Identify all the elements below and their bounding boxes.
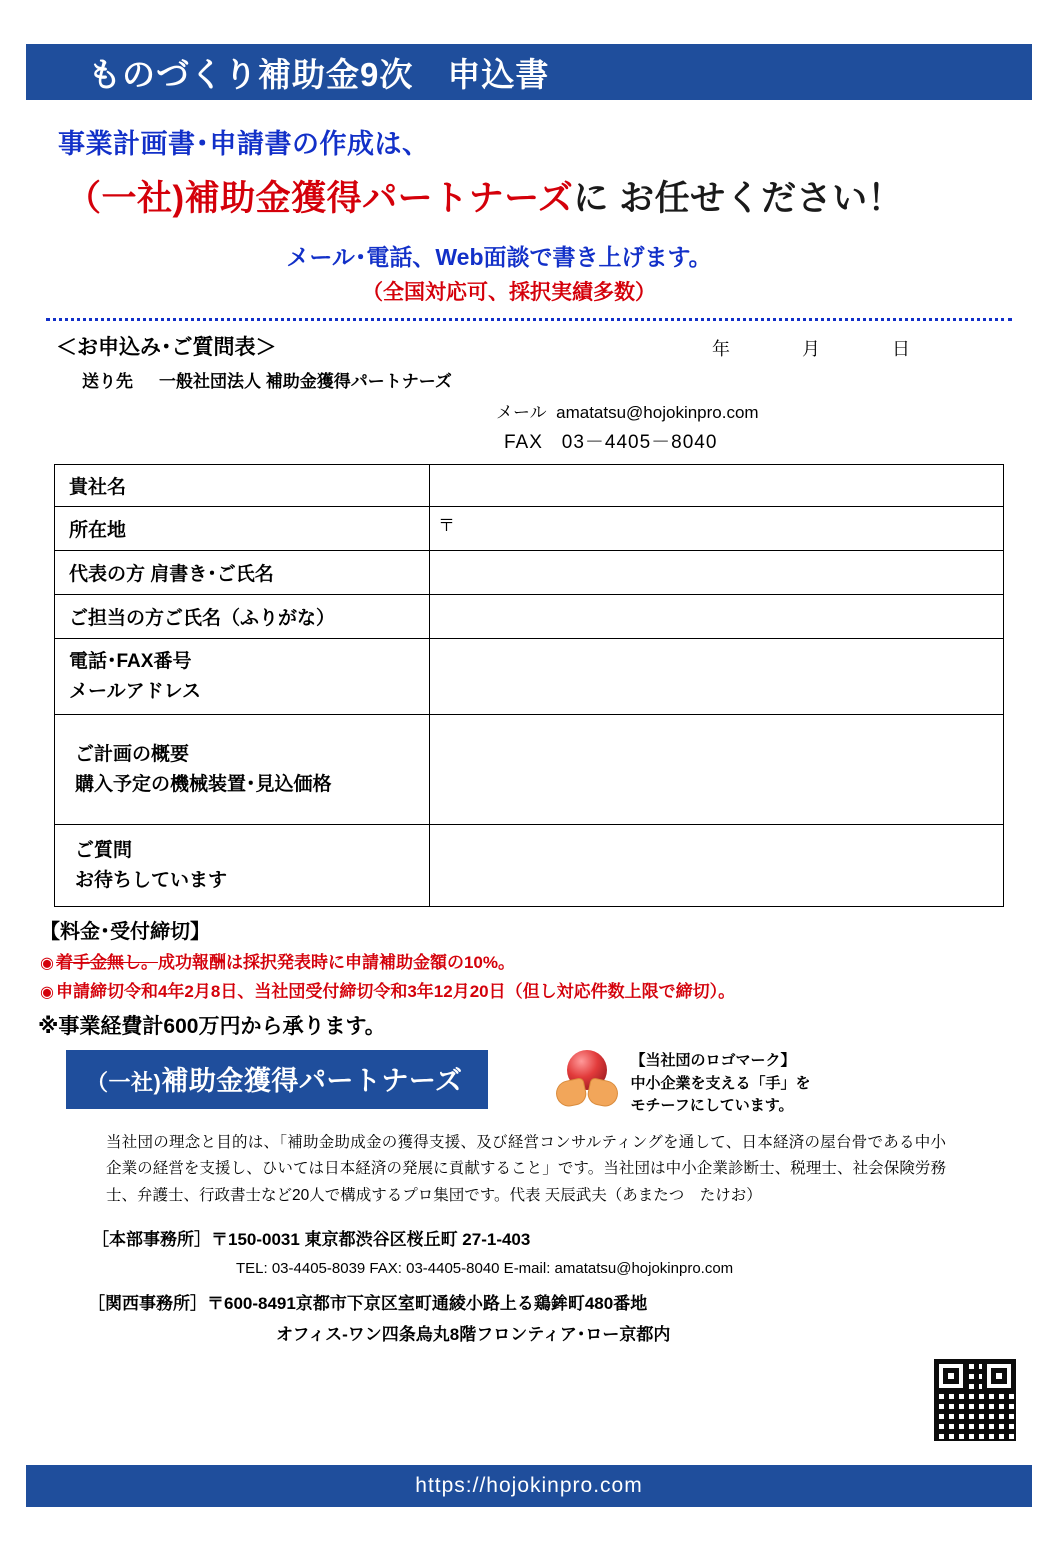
logo-caption	[630, 1050, 810, 1118]
logo-caption-line1: 中小企業を支える「手」を	[630, 1074, 811, 1092]
row-input-representative[interactable]	[430, 551, 1004, 595]
lead-line-1: 事業計画書･申請書の作成は、	[58, 129, 430, 159]
title-banner	[26, 44, 1032, 100]
terms-note: ※事業経費計600万円から承ります。	[38, 1015, 386, 1038]
row-label-contact-person: ご担当の方ご氏名（ふりがな）	[55, 595, 430, 639]
row-label-plan-outline	[55, 715, 430, 825]
lead-line-2-black: に お任せください！	[573, 179, 904, 218]
table-row	[55, 825, 1004, 907]
row-label-phone-fax: 電話･FAX番号	[69, 651, 192, 673]
terms-bullet-2-text: 申請締切令和4年2月8日、当社団受付締切令和3年12月20日（但し対応件数上限で締切）。	[55, 982, 736, 1001]
logo-mark-block	[556, 1050, 810, 1118]
kansai-office-address-line2: オフィス-ワン四条烏丸8階フロンティア･ロー京都内	[276, 1325, 671, 1345]
website-url[interactable]: https://hojokinpro.com	[415, 1474, 643, 1497]
mail-value: amatatsu@hojokinpro.com	[556, 403, 759, 422]
philosophy-paragraph: 当社団の理念と目的は、「補助金助成金の獲得支援、及び経営コンサルティングを通して、日本経済の屋台骨である中小企業の経営を支援し、ひいては日本経済の発展に貢献すること」です。当社団は中小企業診断士、税理士、社会保険労務士、弁護士、行政書士など20人で構成するプロ集団です。代表 天辰武夫（あまたつ たけお）	[106, 1133, 946, 1204]
table-row	[55, 639, 1004, 715]
send-to-label: 送り先	[82, 372, 133, 391]
row-input-phone-fax-email[interactable]	[430, 639, 1004, 715]
row-label-equipment-price: 購入予定の機械装置･見込価格	[75, 773, 332, 795]
org-badge-prefix: （一社)	[86, 1070, 162, 1095]
bullet-icon: ◉	[40, 984, 54, 1001]
terms-bullet-1-rest: 成功報酬は採択発表時に申請補助金額の10%。	[157, 953, 515, 972]
row-label-waiting: お待ちしています	[75, 869, 228, 891]
terms-bullet-1	[40, 948, 1032, 973]
row-label-question: ご質問	[75, 840, 133, 862]
send-to-line	[82, 367, 1032, 392]
row-label-questions	[55, 825, 430, 907]
fax-value: 03－4405－8040	[561, 432, 718, 453]
lead-line-3: メール･電話、Web面談で書き上げます。	[286, 244, 712, 270]
application-table	[54, 464, 1004, 907]
logo-caption-title: 【当社団のロゴマーク】	[630, 1052, 796, 1069]
row-label-plan-summary: ご計画の概要	[75, 744, 190, 766]
row-label-phone-fax-email	[55, 639, 430, 715]
terms-heading: 【料金･受付締切】	[40, 921, 210, 943]
mail-label: メール	[496, 403, 547, 422]
fax-label: FAX	[504, 432, 543, 453]
bullet-icon: ◉	[40, 955, 54, 972]
head-office-address: ［本部事務所］〒150-0031 東京都渋谷区桜丘町 27-1-403	[92, 1230, 531, 1250]
footer-bar	[26, 1465, 1032, 1507]
send-to-value: 一般社団法人 補助金獲得パートナーズ	[159, 372, 452, 391]
table-row	[55, 507, 1004, 551]
row-label-company-name: 貴社名	[55, 465, 430, 507]
page-title: ものづくり補助金9次 申込書	[88, 55, 550, 93]
contact-details: TEL: 03-4405-8039 FAX: 03-4405-8040 E-mail: amatatsu@hojokinpro.com	[236, 1260, 734, 1278]
dotted-divider	[46, 318, 1012, 321]
organization-row	[26, 1050, 1032, 1118]
mail-line	[496, 398, 1032, 423]
row-input-questions[interactable]	[430, 825, 1004, 907]
form-section-title: ＜お申込み･ご質問表＞	[56, 336, 277, 359]
postal-mark: 〒	[438, 516, 455, 535]
row-input-address[interactable]	[430, 507, 1004, 551]
flyer-page	[0, 44, 1058, 1541]
terms-bullet-1-strike: 着手金無し。	[55, 953, 158, 972]
qr-code-icon[interactable]	[934, 1359, 1016, 1441]
kansai-office-address-line1: ［関西事務所］〒600-8491京都市下京区室町通綾小路上る鶏鉾町480番地	[88, 1294, 648, 1314]
row-label-email: メールアドレス	[69, 680, 202, 702]
table-row	[55, 551, 1004, 595]
lead-line-2	[66, 171, 1032, 221]
form-header	[26, 331, 1032, 361]
terms-bullet-2	[40, 977, 1032, 1002]
table-row	[55, 465, 1004, 507]
table-row	[55, 595, 1004, 639]
hands-holding-sphere-icon	[556, 1050, 618, 1108]
date-fields: 年 月 日	[712, 339, 922, 359]
row-input-company-name[interactable]	[430, 465, 1004, 507]
org-logo-badge	[66, 1050, 488, 1109]
row-label-address: 所在地	[55, 507, 430, 551]
table-row	[55, 715, 1004, 825]
row-label-representative: 代表の方 肩書き･ご氏名	[55, 551, 430, 595]
fax-line	[504, 427, 1032, 454]
lead-line-4: （全国対応可、採択実績多数）	[362, 281, 656, 304]
lead-line-2-red: （一社)補助金獲得パートナーズ	[66, 179, 574, 218]
org-badge-name: 補助金獲得パートナーズ	[161, 1066, 463, 1096]
logo-caption-line2: モチーフにしています。	[630, 1097, 794, 1114]
row-input-plan-outline[interactable]	[430, 715, 1004, 825]
row-input-contact-person[interactable]	[430, 595, 1004, 639]
